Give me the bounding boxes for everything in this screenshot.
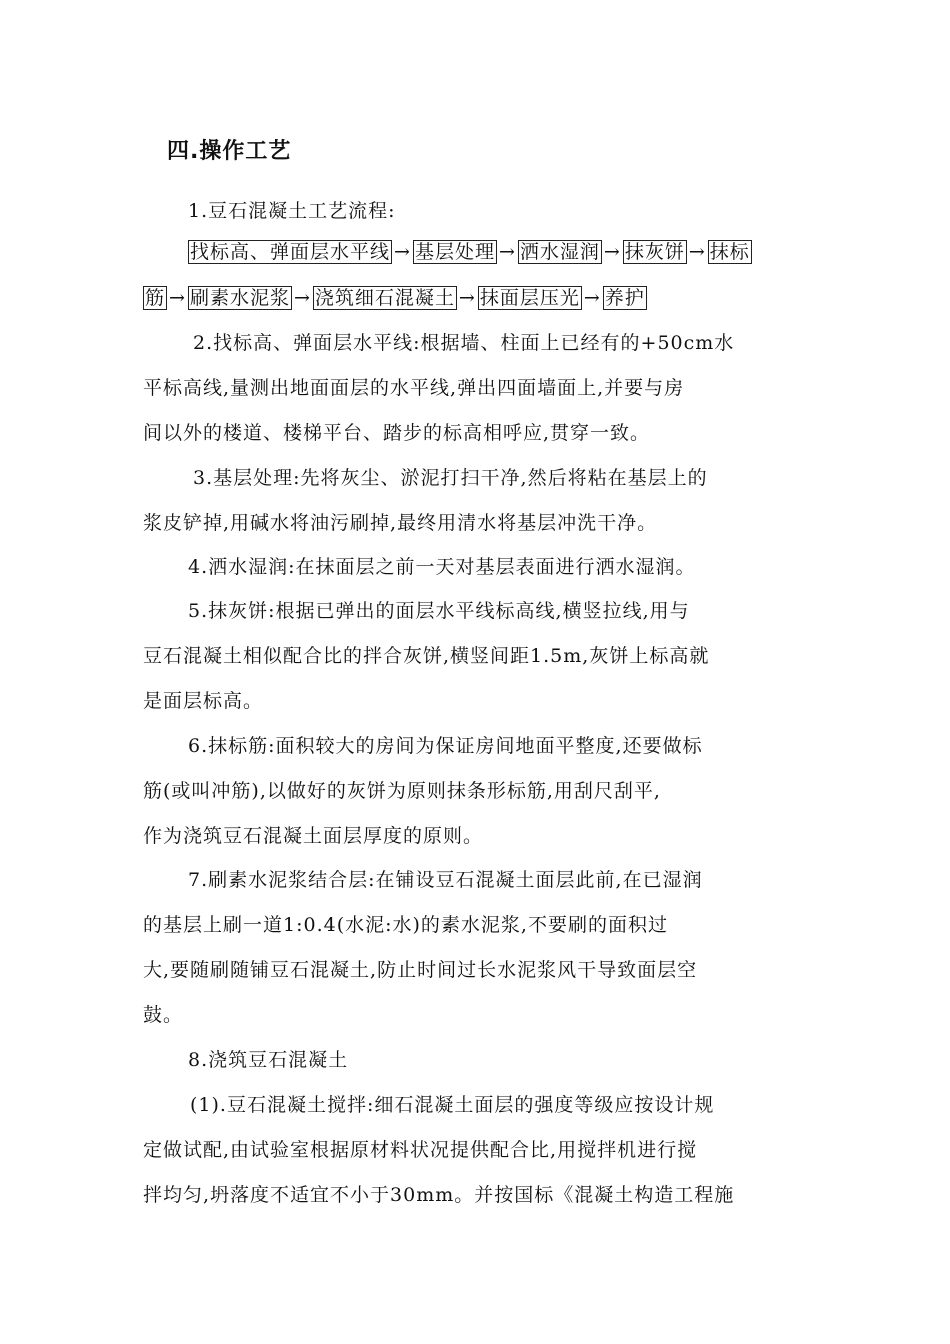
body-line: 拌均匀,坍落度不适宜不小于30mm。并按国标《混凝土构造工程施 [143,1184,735,1206]
flow-row-1 [188,239,752,265]
body-line: (1).豆石混凝土搅拌:细石混凝土面层的强度等级应按设计规 [190,1094,715,1116]
flow-step: 刷素水泥浆 [189,287,290,309]
body-line: 4.洒水湿润:在抹面层之前一天对基层表面进行洒水湿润。 [188,556,696,578]
body-line: 7.刷素水泥浆结合层:在铺设豆石混凝土面层此前,在已湿润 [188,869,703,891]
body-line: 6.抹标筋:面积较大的房间为保证房间地面平整度,还要做标 [188,735,703,757]
body-line: 浆皮铲掉,用碱水将油污刷掉,最终用清水将基层冲洗干净。 [143,512,658,534]
arrow-icon: → [293,287,311,309]
flow-step: 养护 [604,287,645,309]
body-line: 平标高线,量测出地面面层的水平线,弹出四面墙面上,并要与房 [143,377,685,399]
body-line: 定做试配,由试验室根据原材料状况提供配合比,用搅拌机进行搅 [143,1139,698,1161]
arrow-icon: → [394,241,411,263]
body-line: 间以外的楼道、楼梯平台、踏步的标高相呼应,贯穿一致。 [143,422,651,444]
flow-step: 浇筑细石混凝土 [314,287,455,309]
arrow-icon: → [498,241,516,263]
flow-heading: 1.豆石混凝土工艺流程: [188,200,396,222]
flow-step: 抹面层压光 [479,287,580,309]
body-line: 筋(或叫冲筋),以做好的灰饼为原则抹条形标筋,用刮尺刮平, [143,780,661,802]
body-line: 5.抹灰饼:根据已弹出的面层水平线标高线,横竖拉线,用与 [188,600,690,622]
flow-step: 抹灰饼 [624,241,685,263]
flow-step: 找标高、弹面层水平线 [190,241,391,263]
body-line: 大,要随刷随铺豆石混凝土,防止时间过长水泥浆风干导致面层空 [143,959,698,981]
body-line: 2.找标高、弹面层水平线:根据墙、柱面上已经有的+50cm水 [193,332,735,354]
body-line: 3.基层处理:先将灰尘、淤泥打扫干净,然后将粘在基层上的 [193,467,708,489]
section-title: 四.操作工艺 [167,139,292,164]
flow-step: 洒水湿润 [519,241,600,263]
arrow-icon: → [458,287,476,309]
arrow-icon: → [169,287,186,309]
body-line: 是面层标高。 [143,690,264,712]
body-line: 8.浇筑豆石混凝土 [188,1049,349,1071]
body-line: 的基层上刷一道1:0.4(水泥:水)的素水泥浆,不要刷的面积过 [143,914,668,936]
flow-step: 抹标 [709,241,750,263]
body-line: 豆石混凝土相似配合比的拌合灰饼,横竖间距1.5m,灰饼上标高就 [143,645,710,667]
body-line: 作为浇筑豆石混凝土面层厚度的原则。 [143,825,484,847]
body-line: 鼓。 [143,1004,184,1026]
arrow-icon: → [688,241,706,263]
arrow-icon: → [583,287,601,309]
arrow-icon: → [603,241,621,263]
flow-step: 筋 [145,287,166,309]
flow-row-2 [143,285,647,311]
flow-step: 基层处理 [414,241,495,263]
